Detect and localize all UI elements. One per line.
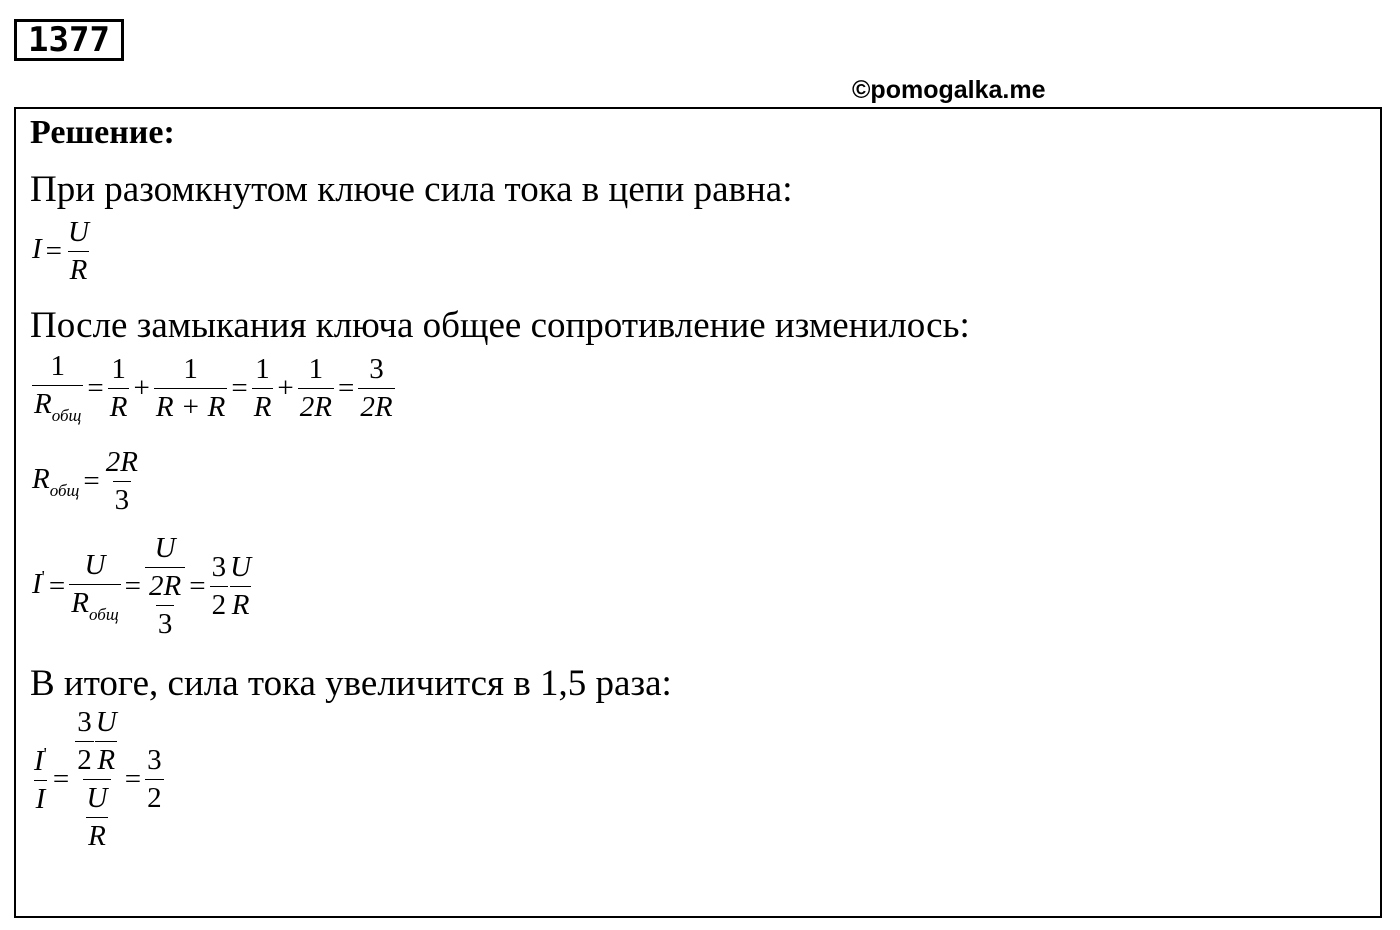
solution-heading: Решение: xyxy=(30,114,175,151)
formula-ohm: I = $\frac{U}{R}$ xyxy=(32,216,89,286)
text-open-key: При разомкнутом ключе сила тока в цепи равна: xyxy=(30,169,793,210)
text-after-close: После замыкания ключа общее сопротивление изменилось: xyxy=(30,305,970,346)
solution-frame xyxy=(14,107,1382,918)
problem-number: 1377 xyxy=(14,19,124,61)
text-result: В итоге, сила тока увеличится в 1,5 раза: xyxy=(30,663,672,704)
formula-new-current: I' = $\frac{U}{R_{общ}}$ = $\frac{U}{\frac{2R}{3}}$ = $\frac{3}{2}$ $\frac{U}{R}$ xyxy=(32,532,252,640)
formula-ratio: $\frac{I'}{I}$ = $\frac{3}{2}$ $\frac{U}{R}$ $\frac{U}{R}$ = $\frac{3}{2}$ xyxy=(34,706,162,852)
formula-total-resistance: $R_{общ}$ = $\frac{2R}{3}$ xyxy=(32,446,138,516)
formula-parallel-resistance: $\frac{1}{R_{общ}}$ = $\frac{1}{R}$ + $\frac{1}{R + R}$ = $\frac{1}{R}$ + $\frac{1}{2R}$ = $\frac{3}{2R}$ xyxy=(34,350,393,425)
watermark: ©pomogalka.me xyxy=(852,76,1046,104)
